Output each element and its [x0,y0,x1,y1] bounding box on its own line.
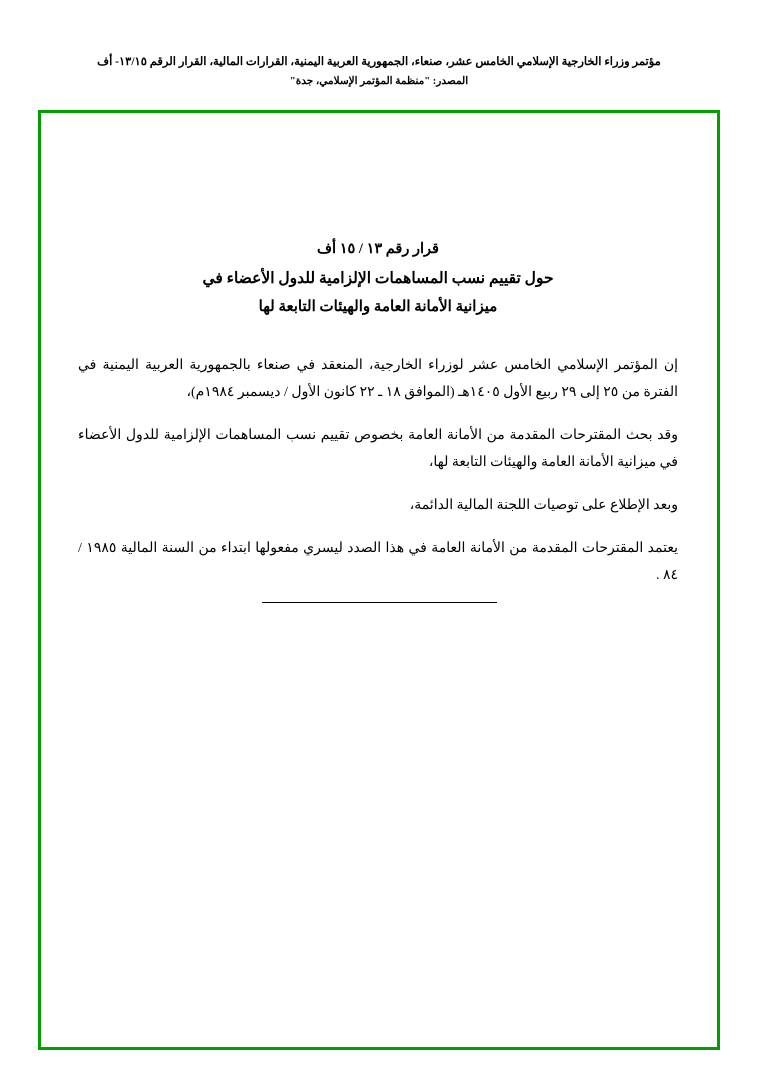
document-title [78,235,678,322]
header-source-line: مؤتمر وزراء الخارجية الإسلامي الخامس عشر، صنعاء، الجمهورية العربية اليمنية، القرارات المالية، القرار الرقم ١٣/١٥- أف [97,56,661,68]
page-header [0,54,758,90]
title-line-3: ميزانية الأمانة العامة والهيئات التابعة لها [258,299,498,315]
paragraph-decision: يعتمد المقترحات المقدمة من الأمانة العامة في هذا الصدد ليسري مفعولها ابتداء من السنة المالية ١٩٨٥ / ٨٤ . [78,541,679,583]
horizontal-rule [262,602,497,603]
paragraph-preamble: إن المؤتمر الإسلامي الخامس عشر لوزراء الخارجية، المنعقد في صنعاء بالجمهورية العربية اليمنية في الفترة من ٢٥ إلى ٢٩ ربيع الأول ١٤٠٥هـ (الموافق ١٨ ـ ٢٢ كانون الأول / ديسمبر ١٩٨٤م)، [78,358,678,400]
title-line-2: حول تقييم نسب المساهمات الإلزامية للدول الأعضاء في [202,270,554,287]
header-origin-line: المصدر: "منظمة المؤتمر الإسلامي، جدة" [289,76,469,87]
document-body [78,235,678,605]
paragraph-recommendations: وبعد الإطلاع على توصيات اللجنة المالية الدائمة، [409,498,678,513]
paragraph-considering: وقد بحث المقترحات المقدمة من الأمانة العامة بخصوص تقييم نسب المساهمات الإلزامية للدول الأعضاء في ميزانية الأمانة العامة والهيئات التابعة لها، [78,428,678,470]
title-line-1: قرار رقم ١٣ / ١٥ أف [317,241,439,257]
